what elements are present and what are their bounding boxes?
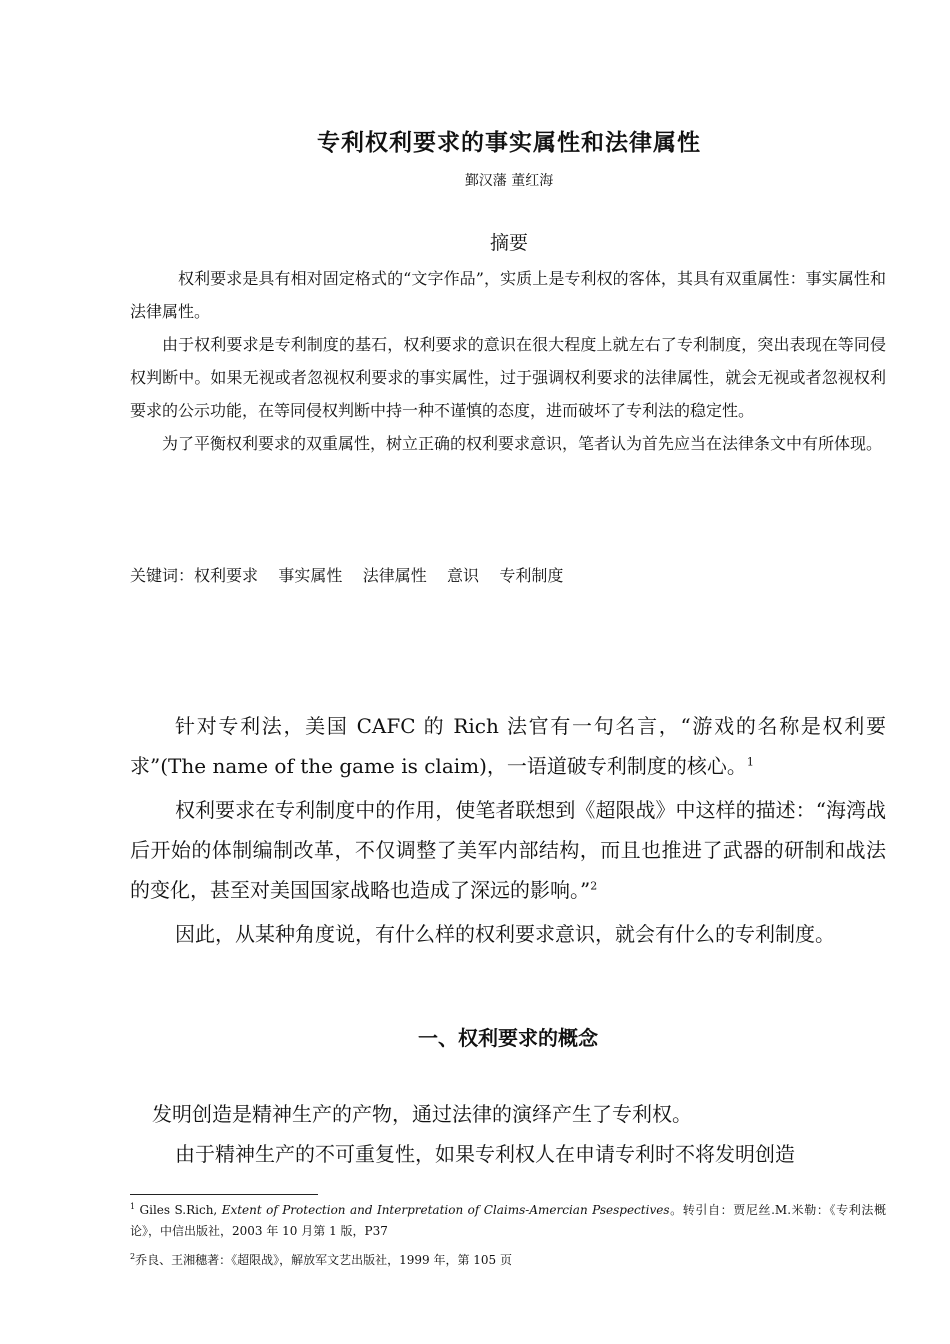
- footnote-source: 。转引自：贾尼丝.M.米勒：《专利法概论》，中信出版社，2003 年 10 月第 1 版，P37: [130, 1203, 886, 1238]
- footnote-2: [130, 1250, 886, 1271]
- body-text: 权利要求在专利制度中的作用，使笔者联想到《超限战》中这样的描述：“海湾战后开始的体制编制改革，不仅调整了美军内部结构，而且也推进了武器的研制和战法的变化，甚至对美国国家战略也造成了深远的影响。”: [130, 798, 886, 902]
- abstract-paragraph: 由于权利要求是专利制度的基石，权利要求的意识在很大程度上就左右了专利制度，突出表现在等同侵权判断中。如果无视或者忽视权利要求的事实属性，过于强调权利要求的法律属性，就会无视或者忽视权利要求的公示功能，在等同侵权判断中持一种不谨慎的态度，进而破坏了专利法的稳定性。: [130, 335, 886, 420]
- section-heading: 一、权利要求的概念: [418, 1026, 598, 1050]
- keywords: 关键词：权利要求 事实属性 法律属性 意识 专利制度: [130, 566, 564, 585]
- footnote-ref[interactable]: 2: [590, 879, 598, 893]
- footnote-source: 乔良、王湘穗著：《超限战》，解放军文艺出版社，1999 年，第 105 页: [135, 1253, 512, 1267]
- abstract-paragraph: 为了平衡权利要求的双重属性，树立正确的权利要求意识，笔者认为首先应当在法律条文中有所体现。: [162, 434, 883, 453]
- body-paragraph: [130, 790, 886, 910]
- intro-body: [130, 706, 886, 958]
- section-body: [130, 1094, 886, 1174]
- footnote-work-title: Extent of Protection and Interpretation of Claims-Amercian Psespectives: [221, 1203, 670, 1217]
- body-text: 因此，从某种角度说，有什么样的权利要求意识，就会有什么的专利制度。: [175, 922, 835, 946]
- abstract-heading: 摘要: [489, 232, 528, 254]
- footnote-author: Giles S.Rich,: [135, 1203, 222, 1217]
- footnote-number: 1: [130, 1202, 136, 1211]
- abstract-paragraph: 权利要求是具有相对固定格式的“文字作品”，实质上是专利权的客体，其具有双重属性：事实属性和法律属性。: [130, 269, 886, 321]
- body-text: 针对专利法，美国 CAFC 的 Rich 法官有一句名言，“游戏的名称是权利要求”(The name of the game is claim)，一语道破专利制度的核心。: [130, 714, 886, 778]
- footnote-number: 2: [130, 1252, 136, 1261]
- paper-title: 专利权利要求的事实属性和法律属性: [317, 129, 701, 156]
- authors: 鄞汉藩 董红海: [464, 173, 554, 189]
- abstract-body: [130, 262, 886, 460]
- footnote-separator: [130, 1194, 318, 1195]
- body-paragraph: [130, 706, 886, 786]
- body-paragraph: [130, 914, 886, 954]
- footnote-ref[interactable]: 1: [746, 755, 754, 769]
- footnote-1: [130, 1200, 886, 1242]
- section-paragraph: 发明创造是精神生产的产物，通过法律的演绎产生了专利权。: [152, 1102, 692, 1126]
- section-paragraph: 由于精神生产的不可重复性，如果专利权人在申请专利时不将发明创造: [175, 1142, 795, 1166]
